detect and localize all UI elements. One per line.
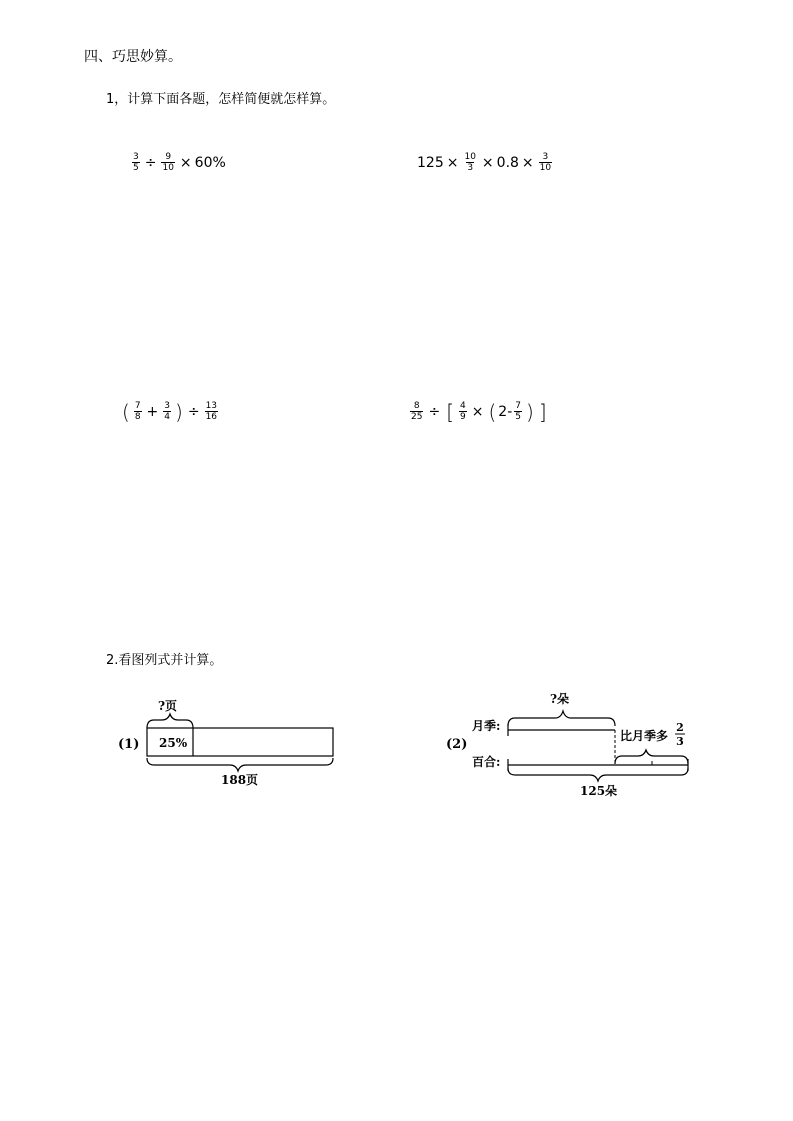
right-paren: )	[526, 399, 534, 424]
fraction: $\frac{8}{25}$	[411, 401, 423, 422]
term: 2	[498, 403, 508, 420]
diagram-1	[110, 690, 350, 795]
top-brace	[147, 714, 193, 728]
operator: ×	[179, 154, 192, 171]
diagram-1-top-label: ?页	[158, 699, 178, 713]
operator: +	[146, 403, 159, 420]
fraction: $\frac{10}{3}$	[464, 152, 476, 173]
operator: ×	[481, 154, 494, 171]
diagram-2-bottom-label: 125朵	[580, 784, 618, 798]
right-fraction-numerator: 2	[676, 721, 684, 734]
fraction: $\frac{13}{16}$	[205, 401, 218, 422]
right-fraction-denominator: 3	[676, 735, 684, 748]
expression-2	[417, 152, 554, 173]
term: 0.8	[496, 154, 519, 171]
diagram-2	[440, 688, 700, 800]
question-1-title: 1，计算下面各题，怎样简便就怎样算。	[106, 92, 336, 107]
operator: ×	[446, 154, 459, 171]
left-paren: (	[488, 399, 497, 424]
operator: -	[507, 403, 513, 420]
fraction: $\frac{3}{5}$	[133, 152, 139, 173]
fraction: $\frac{3}{4}$	[164, 401, 171, 422]
fraction: $\frac{7}{5}$	[515, 401, 521, 422]
fraction: $\frac{9}{10}$	[162, 152, 174, 173]
left-bracket: [	[446, 399, 454, 424]
fraction: $\frac{7}{8}$	[134, 401, 141, 422]
left-paren: (	[122, 399, 130, 424]
right-bracket: ]	[538, 399, 547, 424]
operator: ×	[521, 154, 534, 171]
operator: ÷	[428, 403, 441, 420]
section-title: 四、巧思妙算。	[84, 49, 182, 65]
question-2-title: 2.看图列式并计算。	[106, 653, 223, 668]
right-label: 比月季多	[620, 729, 669, 743]
row-label-lily: 百合:	[472, 755, 501, 769]
right-paren: )	[175, 399, 183, 424]
operator: ×	[471, 403, 484, 420]
bottom-brace	[147, 758, 333, 771]
expression-3	[120, 401, 220, 422]
diagram-1-bottom-label: 188页	[221, 773, 259, 787]
term: 60%	[194, 154, 226, 171]
expression-4	[408, 401, 550, 422]
row-label-rose: 月季:	[472, 719, 501, 733]
diagram-1-label: (1)	[118, 737, 140, 752]
diagram-2-label: (2)	[446, 737, 468, 752]
top-brace	[508, 711, 615, 726]
fraction: $\frac{4}{9}$	[460, 401, 466, 422]
operator: ÷	[187, 403, 200, 420]
fraction: $\frac{3}{10}$	[539, 152, 552, 173]
expression-1	[130, 152, 226, 173]
bar-cell-label: 25%	[159, 736, 188, 750]
operator: ÷	[144, 154, 157, 171]
bottom-brace	[508, 768, 688, 781]
diagram-2-top-label: ?朵	[550, 692, 570, 706]
term: 125	[417, 154, 444, 171]
